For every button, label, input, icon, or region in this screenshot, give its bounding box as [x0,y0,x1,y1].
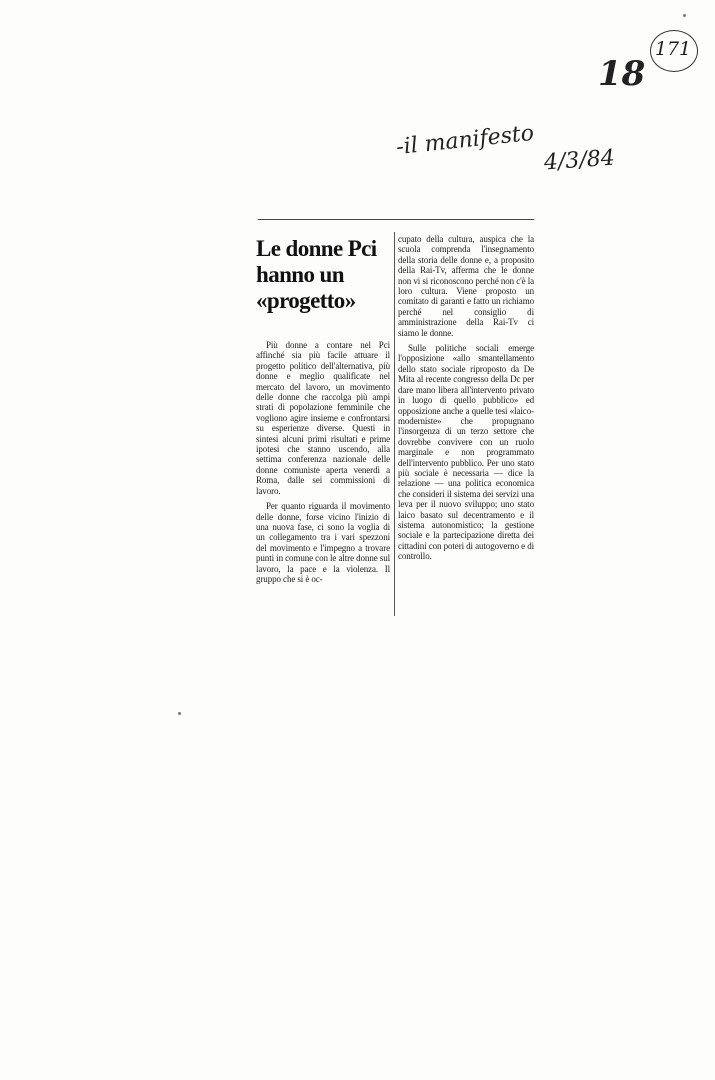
clipping-top-rule [258,219,534,220]
article-left-column [256,236,390,589]
article-headline: Le donne Pci hanno un «progetto» [256,236,377,313]
scan-speck [683,14,686,17]
handwritten-archive-number: 171 [654,38,692,60]
article-paragraph: Per quanto riguarda il movimento delle donne, forse vicino l'inizio di una nuova fase, ci sono la voglia di un collegamento tra i vari spezzoni del movimento e l'impegno a trovare punti in comune con le altre donne sul lavoro, la pace e la violenza. Il gruppo che si è oc- [256,501,390,584]
article-right-column [398,234,534,567]
column-divider [394,232,395,616]
scan-speck [178,712,181,715]
handwritten-date-note: 4/3/84 [543,145,616,176]
article-paragraph: cupato della cultura, auspica che la scuola comprenda l'insegnamento della storia delle donne e, a proposito della Rai-Tv, afferma che le donne non vi si riconoscono perché non c'è la loro cultura. Viene proposto un comitato di garanti e fatto un richiamo perché nel consiglio di amministrazione della Rai-Tv ci siamo le donne. [398,234,534,338]
handwritten-source-note: -il manifesto [395,120,536,161]
article-paragraph: Sulle politiche sociali emerge l'opposizione «allo smantellamento dello stato sociale riproposto da De Mita al recente congresso della Dc per dare mano libera all'intervento privato in luogo di quello pubblico» ed opposizione anche a quelle tesi «laico-moderniste» che propugnano l'insorgenza di un terzo settore che dovrebbe convivere con un ruolo marginale e non programmato dell'intervento pubblico. Per uno stato più sociale è necessaria — dice la relazione — una politica economica che consideri il sistema dei servizi una leva per il nuovo sviluppo; uno stato laico basato sul decentramento e il sistema autonomistico; la gestione sociale e la partecipazione diretta dei cittadini con poteri di autogoverno e di controllo. [398,343,534,562]
article-paragraph: Più donne a contare nel Pci affinché sia più facile attuare il progetto politico dell'alternativa, più donne e meglio qualificate nel mercato del lavoro, un movimento delle donne che raccolga più ampi strati di popolazione femminile che vogliono agire insieme e confrontarsi su esperienze diverse. Questi in sintesi alcuni primi risultati e prime ipotesi che stanno uscendo, alla settima conferenza nazionale delle donne comuniste aperta venerdì a Roma, dalle sei commissioni di lavoro. [256,340,390,496]
handwritten-page-number: 18 [598,54,646,94]
